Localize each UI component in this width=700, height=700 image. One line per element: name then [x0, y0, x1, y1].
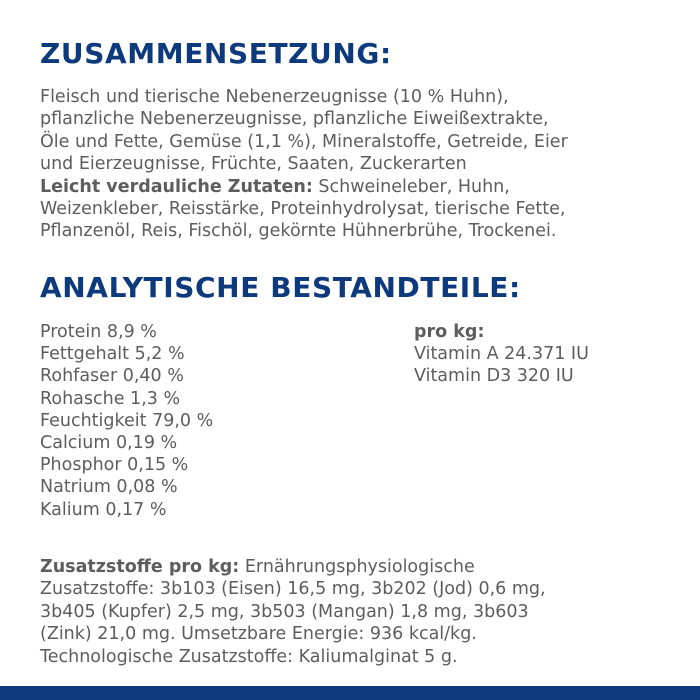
analytical-constituents-list: [40, 321, 213, 521]
digestible-ingredients-line: Schweineleber, Huhn,: [312, 176, 510, 197]
list-item: Phosphor 0,15 %: [40, 455, 189, 476]
list-item: Fettgehalt 5,2 %: [40, 344, 185, 365]
analytics-heading: ANALYTISCHE BESTANDTEILE:: [40, 271, 521, 304]
digestible-ingredients-line: Weizenkleber, Reisstärke, Proteinhydrolysat, tierische Fette,: [40, 199, 566, 220]
additives-line: Technologische Zusatzstoffe: Kaliumalginat 5 g.: [40, 646, 458, 667]
additives-line: 3b405 (Kupfer) 2,5 mg, 3b503 (Mangan) 1,8 mg, 3b603: [40, 601, 529, 622]
list-item: Rohasche 1,3 %: [40, 388, 181, 409]
digestible-ingredients-label: Leicht verdauliche Zutaten:: [40, 176, 313, 197]
list-item: Calcium 0,19 %: [40, 433, 178, 454]
list-item: Rohfaser 0,40 %: [40, 366, 184, 387]
bottom-band: [0, 686, 700, 700]
additives-line: Ernährungsphysiologische: [239, 557, 475, 577]
list-item: Feuchtigkeit 79,0 %: [40, 410, 214, 431]
per-kg-label: pro kg:: [414, 322, 485, 342]
digestible-ingredients-line: Pflanzenöl, Reis, Fischöl, gekörnte Hühnerbrühe, Trockenei.: [40, 221, 557, 242]
list-item: Vitamin D3 320 IU: [414, 366, 574, 387]
composition-line: Fleisch und tierische Nebenerzeugnisse (10 % Huhn),: [40, 87, 509, 107]
composition-heading: ZUSAMMENSETZUNG:: [40, 37, 392, 70]
additives-text: [40, 556, 546, 668]
composition-text: [40, 86, 568, 243]
composition-line: pflanzliche Nebenerzeugnisse, pflanzliche Eiweißextrakte,: [40, 109, 549, 130]
additives-label: Zusatzstoffe pro kg:: [40, 557, 240, 577]
list-item: Natrium 0,08 %: [40, 477, 178, 498]
list-item: Vitamin A 24.371 IU: [414, 344, 589, 365]
composition-line: Öle und Fette, Gemüse (1,1 %), Mineralstoffe, Getreide, Eier: [40, 131, 568, 152]
composition-line: und Eierzeugnisse, Früchte, Saaten, Zuckerarten: [40, 154, 467, 175]
list-item: Kalium 0,17 %: [40, 499, 167, 520]
additives-line: (Zink) 21,0 mg. Umsetzbare Energie: 936 kcal/kg.: [40, 624, 477, 645]
vitamins-list: [414, 321, 589, 388]
additives-line: Zusatzstoffe: 3b103 (Eisen) 16,5 mg, 3b202 (Jod) 0,6 mg,: [40, 579, 546, 600]
list-item: Protein 8,9 %: [40, 322, 157, 342]
